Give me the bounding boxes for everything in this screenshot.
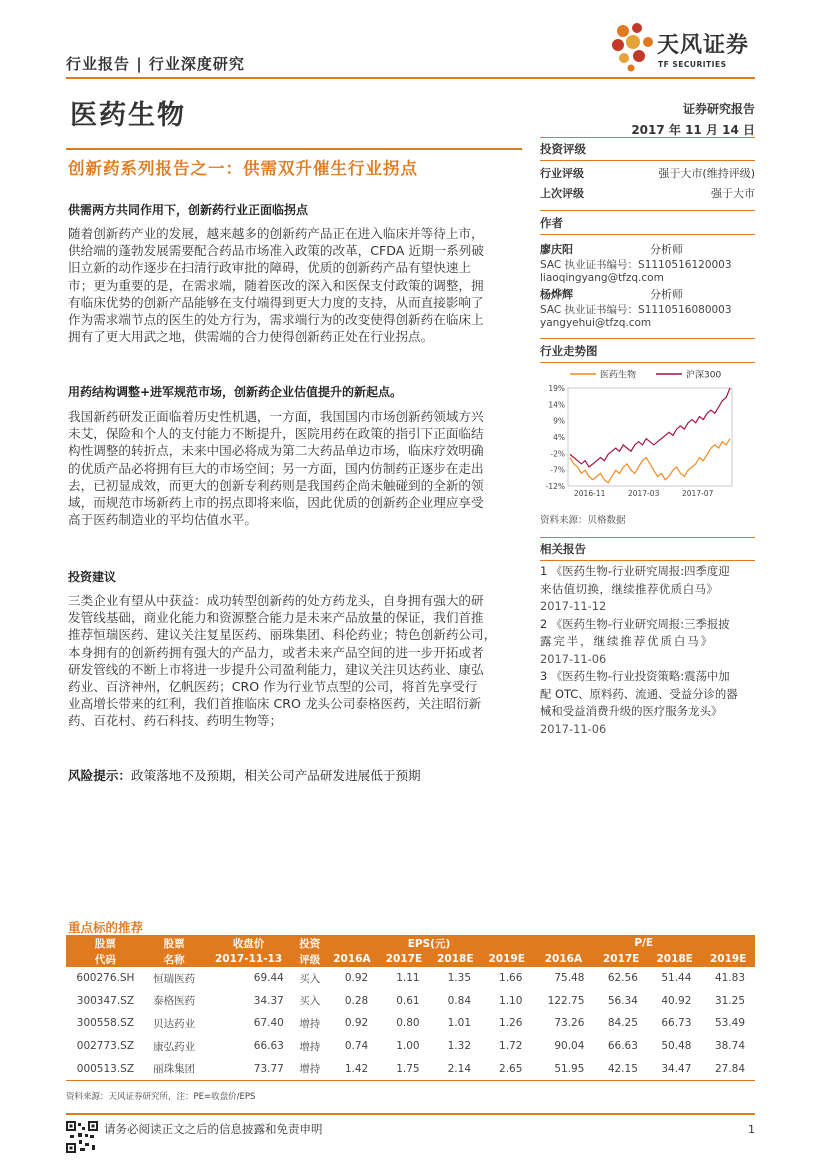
section-body — [68, 408, 522, 528]
table-subheader: 2019E — [481, 951, 532, 967]
qr-code-icon — [66, 1121, 98, 1153]
table-cell: 34.37 — [253, 994, 284, 1007]
related-date: 2017-11-06 — [540, 721, 607, 736]
table-subheader: 2018E — [648, 951, 702, 967]
divider — [540, 338, 755, 339]
related-heading: 相关报告 — [540, 542, 586, 556]
table-cell: 50.48 — [661, 1040, 692, 1053]
divider — [540, 160, 755, 161]
pinwheel-logo-icon — [611, 22, 657, 72]
table-cell: 300347.SZ — [76, 994, 135, 1007]
related-title: 1 《医药生物-行业研究周报:四季度迎 — [540, 564, 730, 578]
table-cell: 69.44 — [253, 972, 284, 985]
related-title: 械和受益消费升级的医疗服务龙头》 — [540, 704, 723, 718]
table-cell: 73.26 — [554, 1017, 585, 1030]
table-cell: 0.80 — [396, 1017, 420, 1030]
text-line: 未艾，保险和个人的支付能力不断提升，医院用药在政策的指引下正面临结 — [68, 426, 484, 442]
related-title: 露完半，继续推荐优质白马》 — [540, 634, 715, 648]
table-cell: 75.48 — [554, 972, 585, 985]
table-cell: 53.49 — [714, 1017, 745, 1030]
table-cell: 90.04 — [554, 1040, 585, 1053]
risk-label: 风险提示： — [68, 768, 131, 783]
text-line: 推荐恒瑞医药、建议关注复星医药、丽珠集团、科伦药业；特色创新药公司， — [68, 627, 497, 643]
text-line: 旧立新的动作逐步在扫清行政审批的障碍，优质的创新药产品有望快速上 — [68, 260, 471, 276]
text-line: 业高增长带来的红利，我们首推临床 CRO 龙头公司泰格医药，关注昭衍新 — [68, 696, 482, 712]
table-cell: 31.25 — [714, 994, 745, 1007]
report-category: 行业报告 | 行业深度研究 — [66, 55, 245, 73]
section-body — [68, 225, 522, 345]
table-cell: 34.47 — [648, 1057, 702, 1080]
table-cell: 300558.SZ — [76, 1017, 135, 1030]
title-divider — [66, 148, 522, 150]
related-report[interactable] — [540, 563, 755, 616]
text-line: 本身拥有的创新药拥有强大的产品力，或者未来产品空间的进一步开拓或者 — [68, 644, 484, 660]
divider — [540, 362, 755, 363]
text-line: 药、百花村、药石科技、药明生物等； — [68, 713, 283, 729]
y-tick-label: -2% — [550, 449, 565, 459]
table-cell: 0.92 — [344, 1017, 369, 1030]
text-line: 发管线基础，商业化能力和资源整合能力是未来产品放量的保证，我们首推 — [68, 610, 484, 626]
page-number: 1 — [748, 1123, 755, 1136]
sector-title: 医药生物 — [70, 100, 186, 131]
table-cell: 66.73 — [661, 1017, 692, 1030]
table-cell: 贝达药业 — [153, 1017, 196, 1030]
table-header: EPS(元) — [326, 935, 533, 951]
industry-trend-chart — [540, 364, 750, 502]
author-sac: SAC 执业证书编号：S1110516120003 — [540, 259, 732, 271]
table-header: 股票 — [145, 935, 204, 951]
table-cell: 1.01 — [447, 1017, 472, 1030]
text-line: 高于医药制造业的平均估值水平。 — [68, 512, 257, 528]
y-tick-label: 14% — [548, 400, 565, 410]
rating-value: 强于大市(维持评级) — [658, 167, 755, 180]
chart-source: 资料来源：贝格数据 — [540, 515, 626, 526]
table-cell: 84.25 — [607, 1017, 638, 1030]
table-cell: 泰格医药 — [153, 995, 196, 1008]
related-date: 2017-11-06 — [540, 651, 607, 666]
y-tick-label: -12% — [545, 482, 565, 491]
report-date: 2017 年 11 月 14 日 — [631, 123, 755, 137]
section-heading: 用药结构调整+进军规范市场，创新药企业估值提升的新起点。 — [68, 385, 403, 399]
logo-text: 天风证券 — [657, 33, 750, 58]
table-cell: 1.10 — [499, 994, 523, 1007]
rating-heading: 投资评级 — [540, 142, 586, 156]
trend-block — [540, 338, 755, 363]
table-row — [66, 1012, 755, 1035]
author-email[interactable]: yangyehui@tfzq.com — [540, 317, 652, 329]
legend-label: 医药生物 — [600, 370, 637, 381]
table-cell: 56.34 — [607, 994, 638, 1007]
table-row — [66, 1035, 755, 1058]
table-cell: 42.15 — [594, 1057, 648, 1080]
text-line: 拥有了更大用武之地，供需端的合力使得创新药正处在行业拐点。 — [68, 329, 434, 345]
table-cell: 康弘药业 — [153, 1040, 196, 1053]
header-divider — [66, 77, 755, 79]
table-subheader: 2017-11-13 — [203, 951, 294, 967]
related-block — [540, 537, 755, 738]
table-subheader: 2019E — [701, 951, 755, 967]
table-caption: 重点标的推荐 — [68, 920, 144, 935]
table-cell: 0.92 — [344, 972, 369, 985]
text-line: 随着创新药产业的发展，越来越多的创新药产品正在进入临床并等待上市， — [68, 226, 484, 241]
table-subheader: 代码 — [66, 951, 145, 967]
text-line: 我国新药研发正面临着历史性机遇，一方面，我国国内市场创新药领域方兴 — [68, 409, 484, 424]
table-cell: 62.56 — [607, 972, 638, 985]
author-entry — [540, 286, 755, 329]
table-cell: 67.40 — [253, 1017, 284, 1030]
table-subheader: 2017E — [378, 951, 429, 967]
related-report[interactable] — [540, 668, 755, 738]
table-cell: 0.84 — [447, 994, 472, 1007]
y-tick-label: 4% — [553, 433, 565, 442]
table-cell: 1.42 — [326, 1057, 379, 1080]
table-cell: 1.00 — [396, 1040, 420, 1053]
company-logo — [611, 22, 761, 72]
author-sac: SAC 执业证书编号：S1110516080003 — [540, 304, 732, 316]
author-entry — [540, 241, 755, 284]
text-line: 三类企业有望从中获益：成功转型创新药的处方药龙头，自身拥有强大的研 — [68, 593, 484, 608]
footer-divider — [66, 1113, 755, 1115]
table-cell: 000513.SZ — [66, 1057, 145, 1080]
table-subheader: 2018E — [430, 951, 481, 967]
table-source: 资料来源：天风证券研究所，注：PE=收盘价/EPS — [66, 1092, 256, 1102]
rating-label: 行业评级 — [540, 167, 584, 180]
text-line: 有临床优势的创新产品能够在支付端得到更大力度的支持，从而直接影响了 — [68, 294, 484, 310]
table-cell: 0.28 — [344, 994, 369, 1007]
table-header: 收盘价 — [203, 935, 294, 951]
table-cell: 买入 — [299, 995, 321, 1008]
series-line — [570, 439, 730, 483]
y-tick-label: 19% — [548, 384, 565, 393]
table-header: P/E — [532, 935, 755, 951]
table-cell: 1.35 — [447, 972, 472, 985]
rating-block — [540, 137, 755, 201]
author-name: 杨烨辉 — [540, 288, 573, 301]
table-cell: 1.26 — [499, 1017, 523, 1030]
recommendation-table — [66, 935, 755, 1081]
prev-rating-label: 上次评级 — [540, 187, 584, 200]
divider — [540, 560, 755, 561]
table-cell: 51.44 — [661, 972, 692, 985]
author-role: 分析师 — [650, 243, 683, 256]
table-subheader: 评级 — [294, 951, 326, 967]
section-heading: 供需两方共同作用下，创新药行业正面临拐点 — [68, 203, 309, 217]
section-heading: 投资建议 — [68, 570, 117, 584]
table-cell: 41.83 — [714, 972, 745, 985]
table-subheader: 2016A — [532, 951, 594, 967]
text-line: 去，已初显成效，而更大的创新专利药则是我国药企尚未触碰到的全新的领 — [68, 477, 484, 493]
table-cell: 买入 — [299, 972, 321, 985]
prev-rating-value: 强于大市 — [711, 187, 755, 200]
table-cell: 38.74 — [714, 1040, 745, 1053]
table-cell: 66.63 — [607, 1040, 638, 1053]
logo-text-en: TF SECURITIES — [658, 60, 727, 69]
related-title: 2 《医药生物-行业研究周报:三季报披 — [540, 616, 730, 631]
table-cell: 27.84 — [701, 1057, 755, 1080]
text-line: 市；更为重要的是，在需求端，随着医改的深入和医保支付政策的调整，拥 — [68, 277, 484, 293]
table-cell: 增持 — [299, 1040, 321, 1053]
table-cell: 1.32 — [447, 1040, 472, 1053]
section-body — [68, 592, 522, 730]
table-cell: 0.74 — [344, 1040, 369, 1053]
related-title: 配 OTC、原料药、流通、受益分诊的器 — [540, 686, 738, 701]
x-tick-label: 2017-07 — [682, 489, 714, 498]
table-cell: 2.65 — [481, 1057, 532, 1080]
text-line: 药业、百济神州，亿帆医药；CRO 作为行业节点型的公司，将首先享受行 — [68, 679, 478, 695]
legend-label: 沪深300 — [686, 370, 722, 381]
table-cell: 丽珠集团 — [145, 1057, 204, 1080]
table-header: 投资 — [294, 935, 326, 951]
table-subheader: 2017E — [594, 951, 648, 967]
table-cell: 0.61 — [396, 994, 420, 1007]
table-row — [66, 990, 755, 1013]
table-header: 股票 — [66, 935, 145, 951]
table-row — [66, 967, 755, 990]
table-row — [66, 1057, 755, 1080]
related-date: 2017-11-12 — [540, 599, 607, 613]
divider — [540, 537, 755, 538]
author-name: 廖庆阳 — [540, 243, 573, 256]
related-title: 来估值切换，继续推荐优质白马》 — [540, 581, 719, 596]
x-tick-label: 2016-11 — [574, 489, 606, 498]
text-line: 的优质产品必将拥有巨大的市场空间；另一方面，国内仿制药正逐步在走出 — [68, 460, 484, 476]
table-cell: 66.63 — [253, 1040, 284, 1053]
table-cell: 73.77 — [203, 1057, 294, 1080]
table-cell: 恒瑞医药 — [153, 972, 196, 985]
report-title: 创新药系列报告之一：供需双升催生行业拐点 — [68, 159, 418, 178]
text-line: 作为需求端节点的医生的处方行为，需求端行为的改变使得创新药在临床上 — [68, 312, 484, 328]
authors-block — [540, 210, 755, 329]
related-report[interactable] — [540, 616, 755, 669]
table-cell: 1.75 — [378, 1057, 429, 1080]
table-cell: 1.11 — [396, 972, 420, 985]
risk-text: 政策落地不及预期，相关公司产品研发进展低于预期 — [130, 768, 421, 783]
x-tick-label: 2017-03 — [628, 489, 660, 498]
table-subheader: 名称 — [145, 951, 204, 967]
table-cell: 增持 — [294, 1057, 326, 1080]
table-cell: 1.66 — [499, 972, 523, 985]
plot-frame — [568, 388, 732, 486]
table-cell: 600276.SH — [76, 972, 135, 985]
risk-note — [68, 765, 421, 784]
y-tick-label: -7% — [550, 465, 565, 475]
table-cell: 002773.SZ — [76, 1040, 135, 1053]
report-type: 证券研究报告 — [682, 102, 755, 116]
author-role: 分析师 — [650, 288, 683, 301]
text-line: 供给端的蓬勃发展需要配合药品市场准入政策的改革，CFDA 近期一系列破 — [68, 243, 484, 259]
table-cell: 1.72 — [499, 1040, 523, 1053]
table-cell: 2.14 — [430, 1057, 481, 1080]
text-line: 构性调整的转折点，未来中国必将成为第二大药品单边市场，临床疗效明确 — [68, 443, 484, 459]
table-subheader: 2016A — [326, 951, 379, 967]
trend-heading: 行业走势图 — [540, 344, 598, 358]
divider — [540, 137, 755, 138]
divider — [540, 210, 755, 211]
author-email[interactable]: liaoqingyang@tfzq.com — [540, 272, 664, 284]
footer-disclaimer[interactable]: 请务必阅读正文之后的信息披露和免责申明 — [104, 1122, 323, 1136]
text-line: 域，而规范市场新药上市的拐点即将来临，因此优质的创新药企业理应享受 — [68, 495, 484, 511]
table-cell: 40.92 — [661, 994, 692, 1007]
table-cell: 增持 — [299, 1017, 321, 1030]
y-tick-label: 9% — [553, 416, 565, 426]
table-cell: 122.75 — [547, 994, 585, 1007]
authors-heading: 作者 — [540, 216, 563, 230]
table-cell: 51.95 — [532, 1057, 594, 1080]
divider — [540, 234, 755, 235]
related-title: 3 《医药生物-行业投资策略:震荡中加 — [540, 669, 730, 683]
text-line: 研发管线的不断上市将进一步提升公司盈利能力，建议关注贝达药业、康弘 — [68, 661, 484, 677]
